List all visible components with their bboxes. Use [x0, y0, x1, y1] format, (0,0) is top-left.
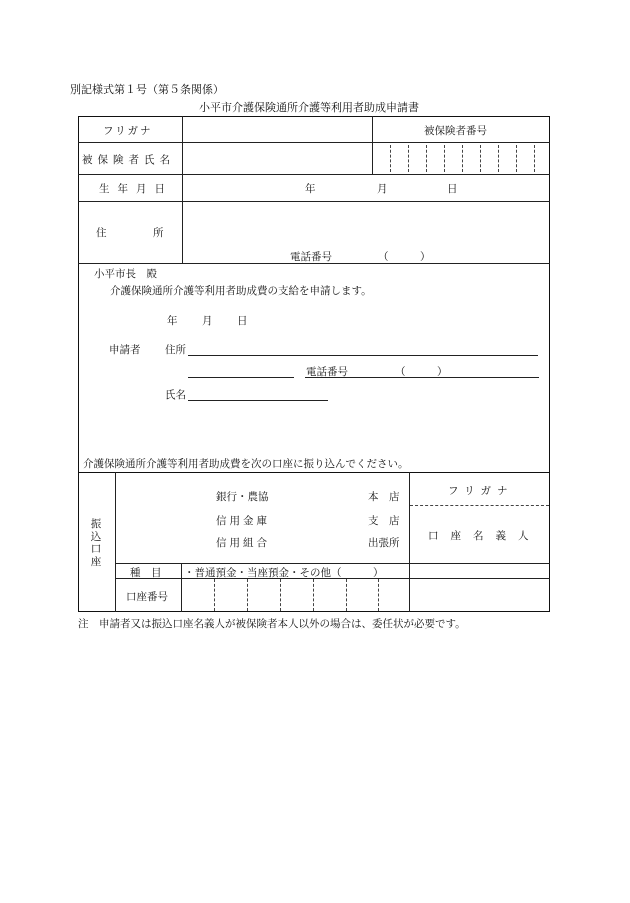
applicant-address-label: 住所 [165, 344, 186, 356]
account-holder-label: 口座名義人 [428, 530, 541, 542]
bank-type-bank-agri: 銀行・農協 [216, 491, 269, 503]
applicant-phone-label: 電話番号 [306, 366, 348, 378]
account-type-label: 種 目 [130, 567, 162, 579]
bank-section-label-char: 振 [90, 518, 102, 530]
form-title: 小平市介護保険通所介護等利用者助成申請書 [199, 101, 419, 114]
application-day-label: 日 [237, 315, 248, 327]
addressee: 小平市長 殿 [94, 268, 157, 280]
application-year-label: 年 [167, 315, 178, 327]
address-label-end: 所 [153, 227, 164, 239]
furigana-label: フリガナ [103, 125, 153, 137]
applicant-label: 申請者 [109, 344, 141, 356]
bank-type-shinkin: 信用金庫 [216, 515, 270, 527]
address-label-start: 住 [96, 227, 107, 239]
account-furigana-label: フリガナ [448, 485, 514, 497]
applicant-phone-parens: （ ） [395, 366, 448, 378]
address-phone-parens: （ ） [378, 251, 431, 263]
applicant-address-line-2[interactable] [188, 377, 294, 378]
bank-type-shinkumi: 信用組合 [216, 537, 270, 549]
bank-section-label-char: 座 [90, 555, 102, 568]
account-number-label: 口座番号 [126, 591, 168, 603]
transfer-request: 介護保険通所介護等利用者助成費を次の口座に振り込んでください。 [83, 458, 409, 470]
applicant-name-label: 氏名 [165, 389, 186, 401]
insured-number-label: 被保険者番号 [424, 125, 487, 137]
footer-note: 注 申請者又は振込口座名義人が被保険者本人以外の場合は、委任状が必要です。 [78, 618, 466, 630]
bank-section-label [90, 518, 102, 568]
birth-month-label: 月 [377, 183, 388, 195]
applicant-name-line[interactable] [188, 400, 328, 401]
branch-type-main: 本 店 [368, 491, 400, 503]
applicant-phone-line[interactable] [305, 377, 539, 378]
branch-type-branch: 支 店 [368, 515, 400, 527]
application-statement: 介護保険通所介護等利用者助成費の支給を申請します。 [110, 285, 372, 297]
branch-type-office: 出張所 [368, 537, 400, 549]
application-month-label: 月 [202, 315, 213, 327]
bank-section-label-char: 込 [90, 530, 102, 543]
insured-name-label: 被保険者氏名 [82, 154, 175, 166]
birth-year-label: 年 [305, 183, 316, 195]
birth-day-label: 日 [447, 183, 458, 195]
account-type-options[interactable]: ・普通預金・当座預金・その他（ ） [184, 567, 384, 579]
form-number: 別記様式第１号（第５条関係） [70, 83, 224, 96]
bank-section-label-char: 口 [90, 543, 102, 555]
address-phone-label: 電話番号 [290, 251, 332, 263]
birth-date-label: 生年月日 [99, 183, 173, 195]
applicant-address-line[interactable] [188, 355, 538, 356]
